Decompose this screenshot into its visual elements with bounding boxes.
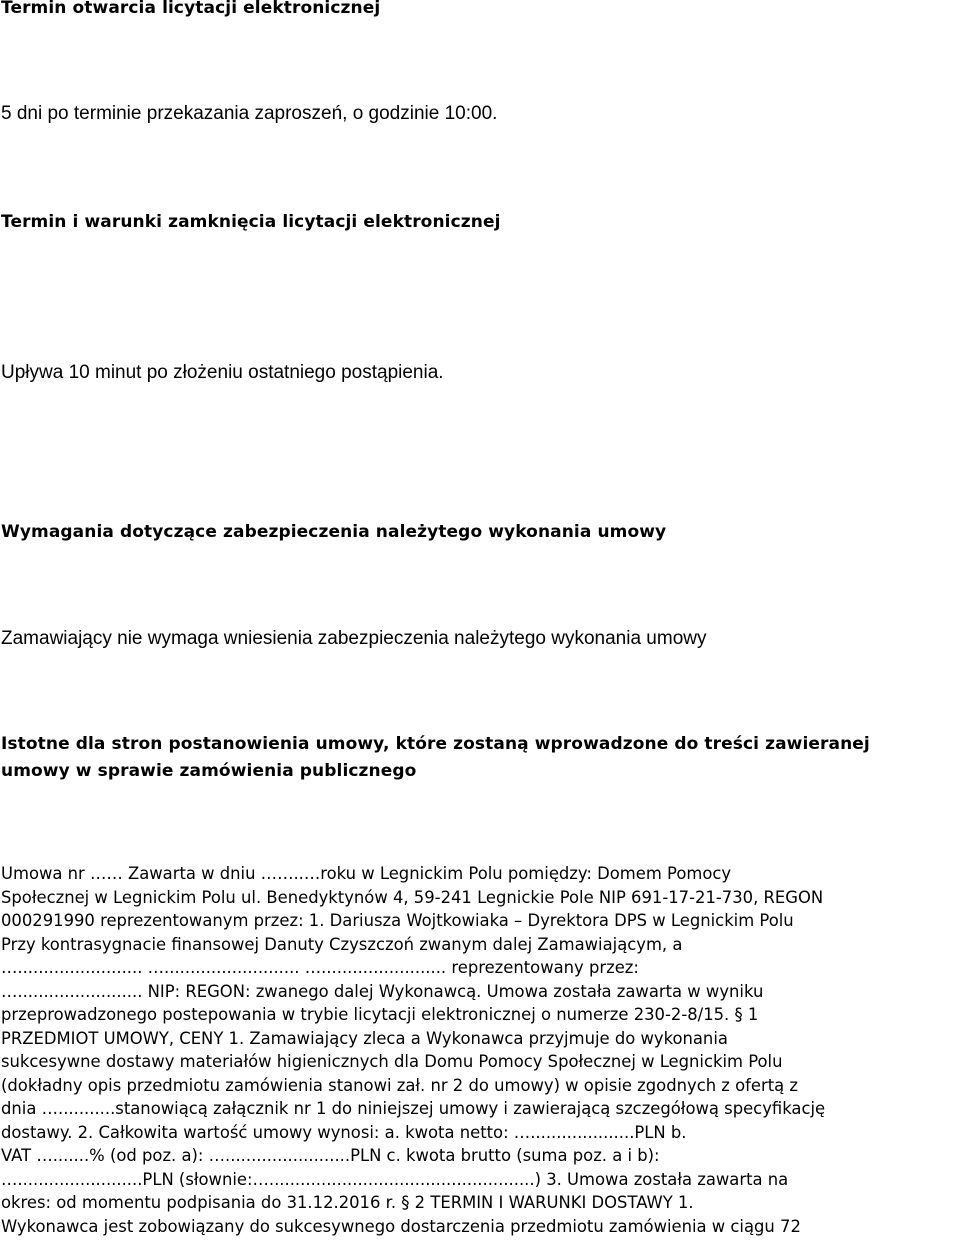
contract-line: przeprowadzonego postepowania w trybie licytacji elektronicznej o numerze 230-2-8/15. § 1 (1, 1005, 759, 1024)
contract-line: …........................ ….......................... …........................ reprezentowany przez: (1, 958, 639, 977)
security-requirements-text: Zamawiający nie wymaga wniesienia zabezpieczenia należytego wykonania umowy (1, 628, 707, 649)
closing-term-text: Upływa 10 minut po złożeniu ostatniego postąpienia. (1, 362, 444, 383)
contract-line: PRZEDMIOT UMOWY, CENY 1. Zamawiający zleca a Wykonawca przyjmuje do wykonania (1, 1028, 728, 1048)
essential-provisions-heading-line1: Istotne dla stron postanowienia umowy, które zostaną wprowadzone do treści zawieranej (1, 734, 870, 754)
contract-line: VAT ….......% (od poz. a): …........................PLN c. kwota brutto (suma poz. a i b): (1, 1146, 660, 1165)
contract-line: Wykonawca jest zobowiązany do sukcesywnego dostarczenia przedmiotu zamówienia w ciągu 72 (1, 1216, 801, 1236)
contract-line: 000291990 reprezentowanym przez: 1. Dariusza Wojtkowiaka – Dyrektora DPS w Legnickim Polu (1, 911, 794, 930)
essential-provisions-heading-line2: umowy w sprawie zamówienia publicznego (1, 761, 417, 781)
contract-line: …........................PLN (słownie:…...................................................) 3. Umowa została zawarta na (1, 1169, 789, 1189)
contract-text (1, 862, 959, 1238)
opening-term-text: 5 dni po terminie przekazania zaproszeń, o godzinie 10:00. (1, 103, 498, 124)
contract-line: dnia …...........stanowiącą załącznik nr 1 do niniejszej umowy i zawierającą szczegółową specyfikację (1, 1099, 826, 1118)
closing-term-heading: Termin i warunki zamknięcia licytacji elektronicznej (1, 212, 501, 232)
contract-line: sukcesywne dostawy materiałów higienicznych dla Domu Pomocy Społecznej w Legnickim Polu (1, 1052, 783, 1071)
security-requirements-heading: Wymagania dotyczące zabezpieczenia należytego wykonania umowy (1, 522, 667, 542)
contract-line: dostawy. 2. Całkowita wartość umowy wynosi: a. kwota netto: …....................PLN b. (1, 1122, 687, 1142)
contract-line: okres: od momentu podpisania do 31.12.2016 r. § 2 TERMIN I WARUNKI DOSTAWY 1. (1, 1193, 694, 1212)
contract-line: Przy kontrasygnacie finansowej Danuty Czyszczoń zwanym dalej Zamawiającym, a (1, 934, 683, 954)
contract-line: (dokładny opis przedmiotu zamówienia stanowi zał. nr 2 do umowy) w opisie zgodnych z ofertą z (1, 1075, 799, 1095)
opening-term-heading: Termin otwarcia licytacji elektronicznej (1, 0, 381, 18)
contract-line: Umowa nr …… Zawarta w dniu ……..…roku w Legnickim Polu pomiędzy: Domem Pomocy (1, 864, 732, 883)
contract-line: …........................ NIP: REGON: zwanego dalej Wykonawcą. Umowa została zawarta w wyniku (1, 981, 764, 1001)
contract-line: Społecznej w Legnickim Polu ul. Benedyktynów 4, 59-241 Legnickie Pole NIP 691-17-21-730, REGON (1, 887, 824, 907)
